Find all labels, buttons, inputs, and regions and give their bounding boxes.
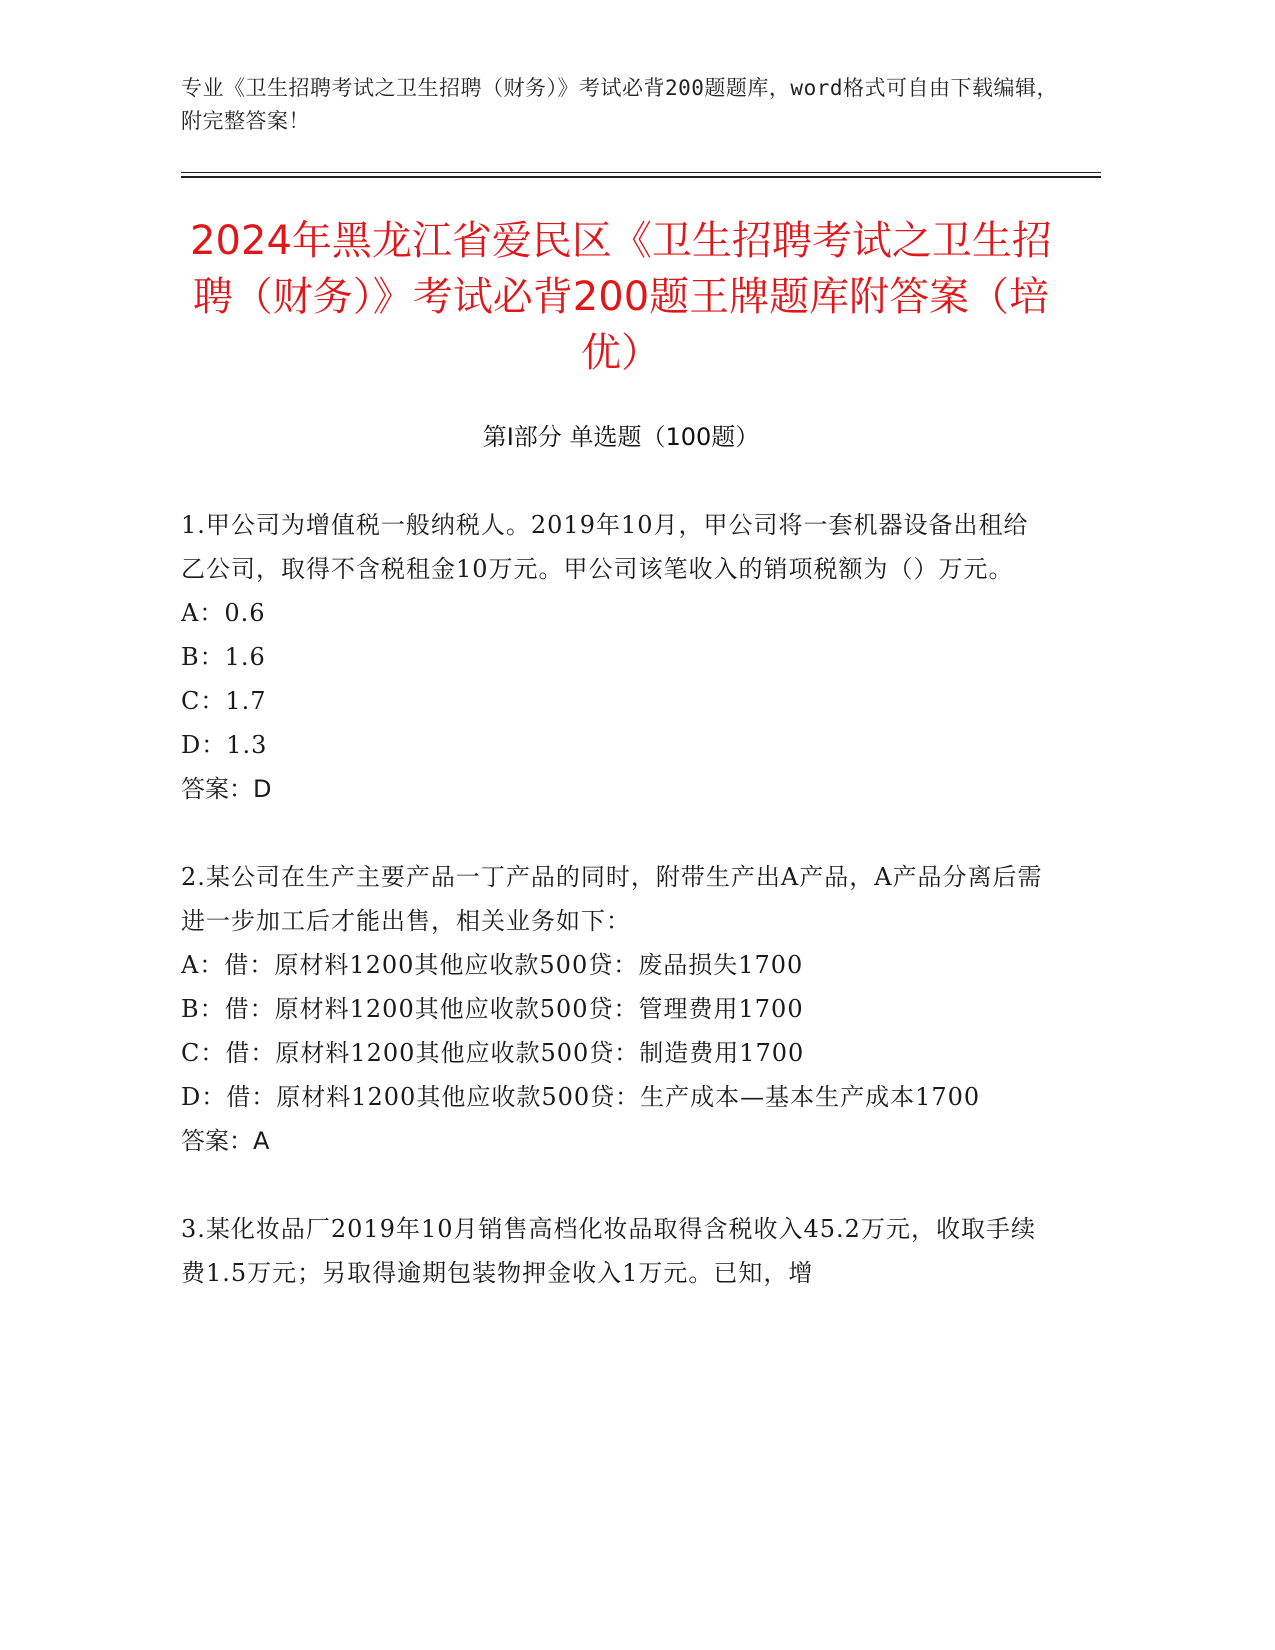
question-list — [181, 503, 1051, 1339]
question-stem: 1.甲公司为增值税一般纳税人。2019年10月，甲公司将一套机器设备出租给乙公司，取得不含税租金10万元。甲公司该笔收入的销项税额为（）万元。 — [181, 511, 1029, 583]
option-a: A：0.6 — [181, 599, 266, 627]
answer-line: 答案：A — [181, 1127, 270, 1155]
option-a: A：借：原材料1200其他应收款500贷：废品损失1700 — [181, 951, 804, 979]
header-rule-thick — [181, 176, 1101, 178]
option-d: D：1.3 — [181, 731, 268, 759]
option-c: C：借：原材料1200其他应收款500贷：制造费用1700 — [181, 1039, 805, 1067]
document-title: 2024年黑龙江省爱民区《卫生招聘考试之卫生招聘（财务）》考试必背200题王牌题库附答案（培优） — [190, 218, 1052, 376]
question-3 — [181, 1207, 1051, 1295]
question-stem: 3.某化妆品厂2019年10月销售高档化妆品取得含税收入45.2万元，收取手续费1.5万元；另取得逾期包装物押金收入1万元。已知，增 — [181, 1215, 1036, 1287]
section-title: 第Ⅰ部分 单选题（100题） — [482, 423, 760, 451]
question-stem: 2.某公司在生产主要产品一丁产品的同时，附带生产出A产品，A产品分离后需进一步加工后才能出售，相关业务如下： — [181, 863, 1043, 935]
answer-line: 答案：D — [181, 775, 272, 803]
header-rule-thin — [181, 172, 1101, 173]
option-c: C：1.7 — [181, 687, 267, 715]
header-note: 专业《卫生招聘考试之卫生招聘（财务）》考试必背200题题库，word格式可自由下载编辑，附完整答案！ — [181, 76, 1058, 133]
option-b: B：借：原材料1200其他应收款500贷：管理费用1700 — [181, 995, 804, 1023]
option-b: B：1.6 — [181, 643, 266, 671]
question-2 — [181, 855, 1051, 1163]
option-d: D：借：原材料1200其他应收款500贷：生产成本—基本生产成本1700 — [181, 1083, 981, 1111]
question-1 — [181, 503, 1051, 811]
